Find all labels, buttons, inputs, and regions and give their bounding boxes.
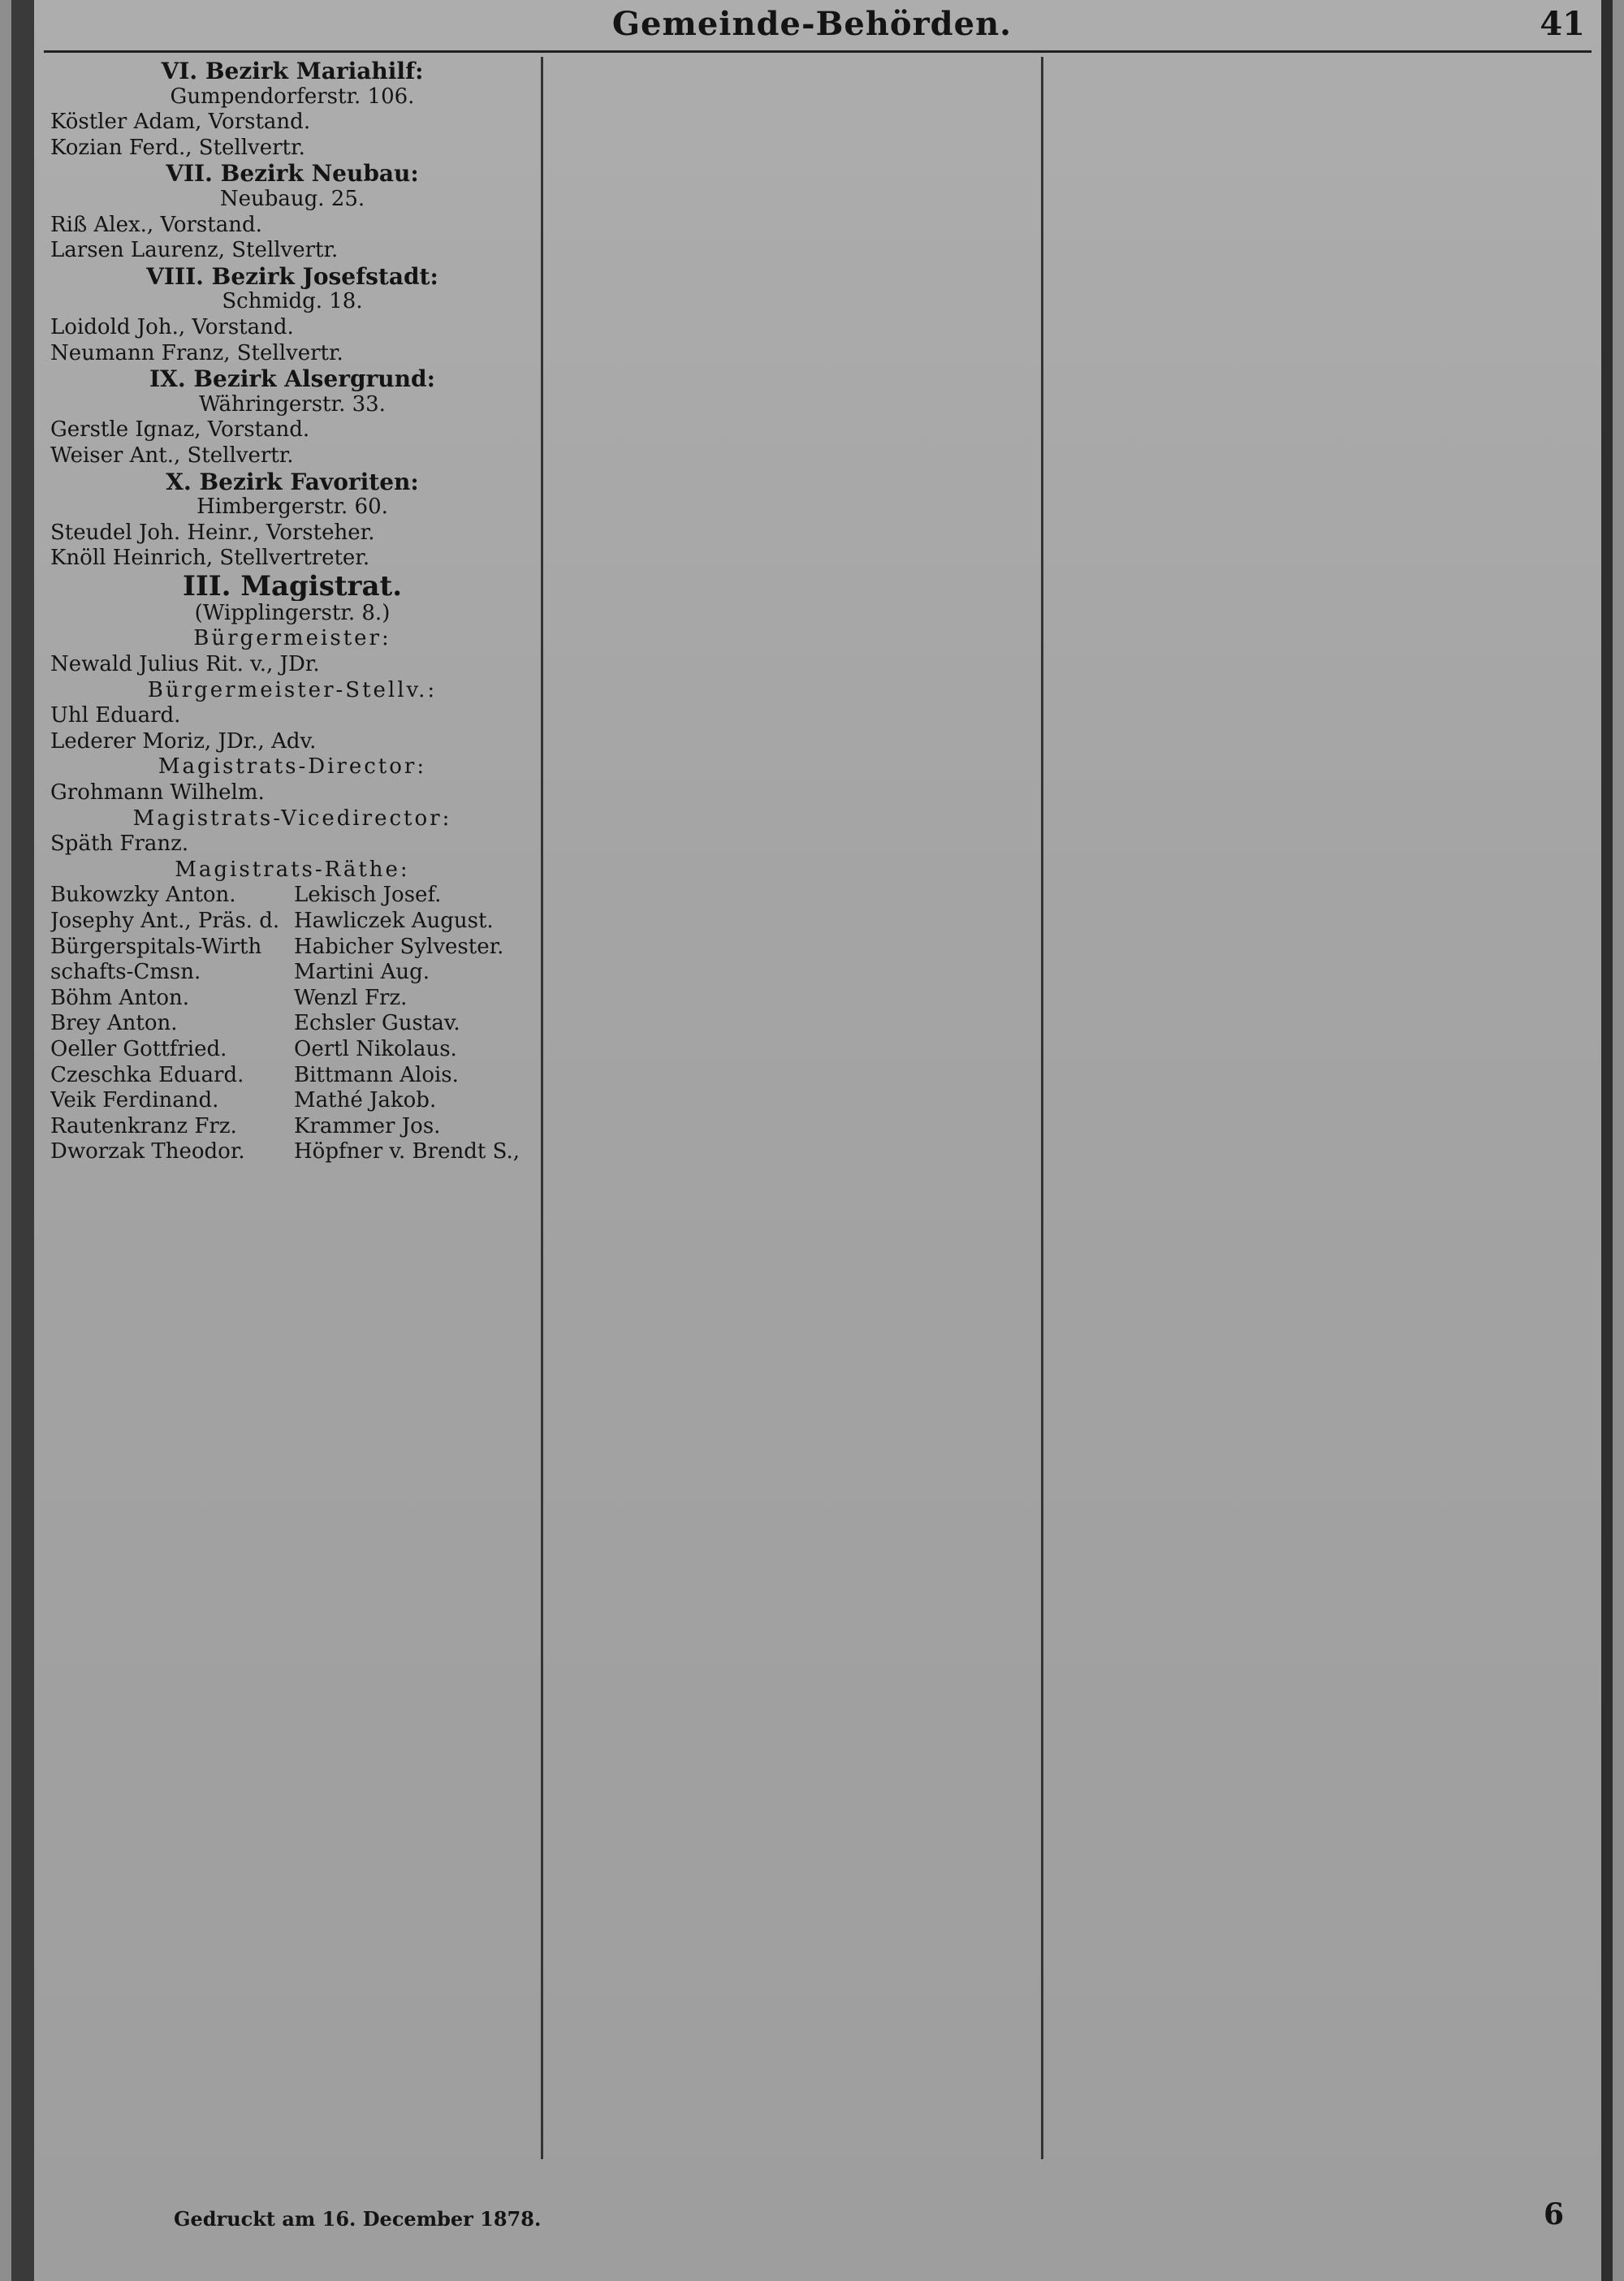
- column-0-line: Himbergerstr. 60.: [197, 495, 388, 520]
- column-0-line: Gumpendorferstr. 106.: [170, 84, 415, 109]
- column-0-line: VI. Bezirk Mariahilf:: [161, 58, 424, 84]
- column-0-line: Riß Alex., Vorstand.: [50, 212, 262, 237]
- column-0-line: Weiser Ant., Stellvertr.: [50, 443, 294, 468]
- column-left: [50, 58, 534, 2154]
- scan-edge-right: [1601, 0, 1613, 2281]
- column-divider-2: [1041, 57, 1043, 2159]
- entry-right: Wenzl Frz.: [294, 985, 408, 1010]
- entry-left: schafts-Cmsn.: [50, 960, 201, 985]
- entry-left: Bürgerspitals-Wirth: [50, 934, 262, 959]
- column-0-line: Loidold Joh., Vorstand.: [50, 314, 294, 339]
- column-0-line: Steudel Joh. Heinr., Vorsteher.: [50, 520, 375, 545]
- entry-right: Habicher Sylvester.: [294, 934, 504, 959]
- page-title: Gemeinde-Behörden.: [611, 5, 1013, 43]
- column-0-line: Bürgermeister-Stellv.:: [147, 677, 438, 702]
- column-0-line: Kozian Ferd., Stellvertr.: [50, 135, 305, 160]
- column-0-line: [50, 1011, 534, 1037]
- column-0-line: (Wipplingerstr. 8.): [194, 600, 391, 625]
- column-0-line: Magistrats-Vicedirector:: [132, 806, 452, 831]
- column-0-line: Uhl Eduard.: [50, 703, 181, 728]
- sheet-number: 6: [1543, 2197, 1564, 2231]
- entry-right: Mathé Jakob.: [294, 1088, 437, 1113]
- column-0-line: III. Magistrat.: [182, 571, 403, 601]
- entry-right: Martini Aug.: [294, 960, 430, 985]
- column-right: [1051, 58, 1587, 2154]
- column-0-line: Schmidg. 18.: [222, 289, 363, 314]
- column-0-line: Währingerstr. 33.: [199, 391, 386, 417]
- column-0-line: Gerstle Ignaz, Vorstand.: [50, 417, 310, 443]
- entry-right: Oertl Nikolaus.: [294, 1036, 457, 1061]
- column-0-line: Knöll Heinrich, Stellvertreter.: [50, 546, 370, 571]
- entry-right: Bittmann Alois.: [294, 1062, 459, 1087]
- column-0-line: Neumann Franz, Stellvertr.: [50, 340, 343, 365]
- column-0-line: X. Bezirk Favoriten:: [166, 469, 419, 495]
- page-number: 41: [1540, 5, 1585, 43]
- column-0-line: Späth Franz.: [50, 832, 189, 857]
- entry-left: Böhm Anton.: [50, 985, 190, 1010]
- entry-left: Dworzak Theodor.: [50, 1139, 245, 1164]
- column-0-line: Lederer Moriz, JDr., Adv.: [50, 728, 317, 754]
- column-0-line: [50, 883, 534, 909]
- entry-right: Echsler Gustav.: [294, 1011, 460, 1036]
- column-0-line: VIII. Bezirk Josefstadt:: [146, 263, 438, 290]
- print-date: Gedruckt am 16. December 1878.: [174, 2207, 542, 2231]
- column-divider-1: [541, 57, 543, 2159]
- column-0-line: Köstler Adam, Vorstand.: [50, 110, 311, 135]
- entry-right: Hawliczek August.: [294, 909, 494, 933]
- entry-left: Oeller Gottfried.: [50, 1036, 227, 1061]
- column-0-line: Grohmann Wilhelm.: [50, 780, 265, 806]
- column-0-line: [50, 960, 534, 986]
- column-0-line: VII. Bezirk Neubau:: [166, 161, 419, 187]
- column-0-line: [50, 986, 534, 1012]
- column-0-line: [50, 1139, 534, 1165]
- entry-left: Veik Ferdinand.: [50, 1088, 219, 1113]
- entry-right: Krammer Jos.: [294, 1113, 441, 1138]
- entry-right: Lekisch Josef.: [294, 883, 442, 908]
- column-0-line: [50, 935, 534, 961]
- page-header: [11, 3, 1613, 45]
- column-middle: [551, 58, 1034, 2154]
- scan-edge-left: [11, 0, 34, 2281]
- column-0-line: [50, 909, 534, 935]
- entry-left: Rautenkranz Frz.: [50, 1113, 237, 1138]
- column-0-line: Magistrats-Director:: [158, 754, 427, 780]
- column-0-line: Newald Julius Rit. v., JDr.: [50, 652, 320, 677]
- column-0-line: Neubaug. 25.: [219, 186, 365, 211]
- entry-right: Höpfner v. Brendt S.,: [294, 1139, 520, 1164]
- column-0-line: Magistrats-Räthe:: [175, 857, 410, 882]
- entry-left: Josephy Ant., Präs. d.: [50, 909, 280, 933]
- column-0-line: [50, 1088, 534, 1114]
- column-0-line: [50, 1063, 534, 1089]
- column-0-line: IX. Bezirk Alsergrund:: [149, 366, 435, 392]
- column-0-line: [50, 1114, 534, 1140]
- column-0-line: [50, 1037, 534, 1063]
- header-rule: [44, 50, 1592, 53]
- entry-left: Brey Anton.: [50, 1011, 178, 1036]
- entry-left: Bukowzky Anton.: [50, 883, 236, 908]
- column-0-line: Larsen Laurenz, Stellvertr.: [50, 238, 339, 263]
- entry-left: Czeschka Eduard.: [50, 1062, 244, 1087]
- column-0-line: Bürgermeister:: [193, 626, 391, 651]
- document-page: [11, 0, 1613, 2281]
